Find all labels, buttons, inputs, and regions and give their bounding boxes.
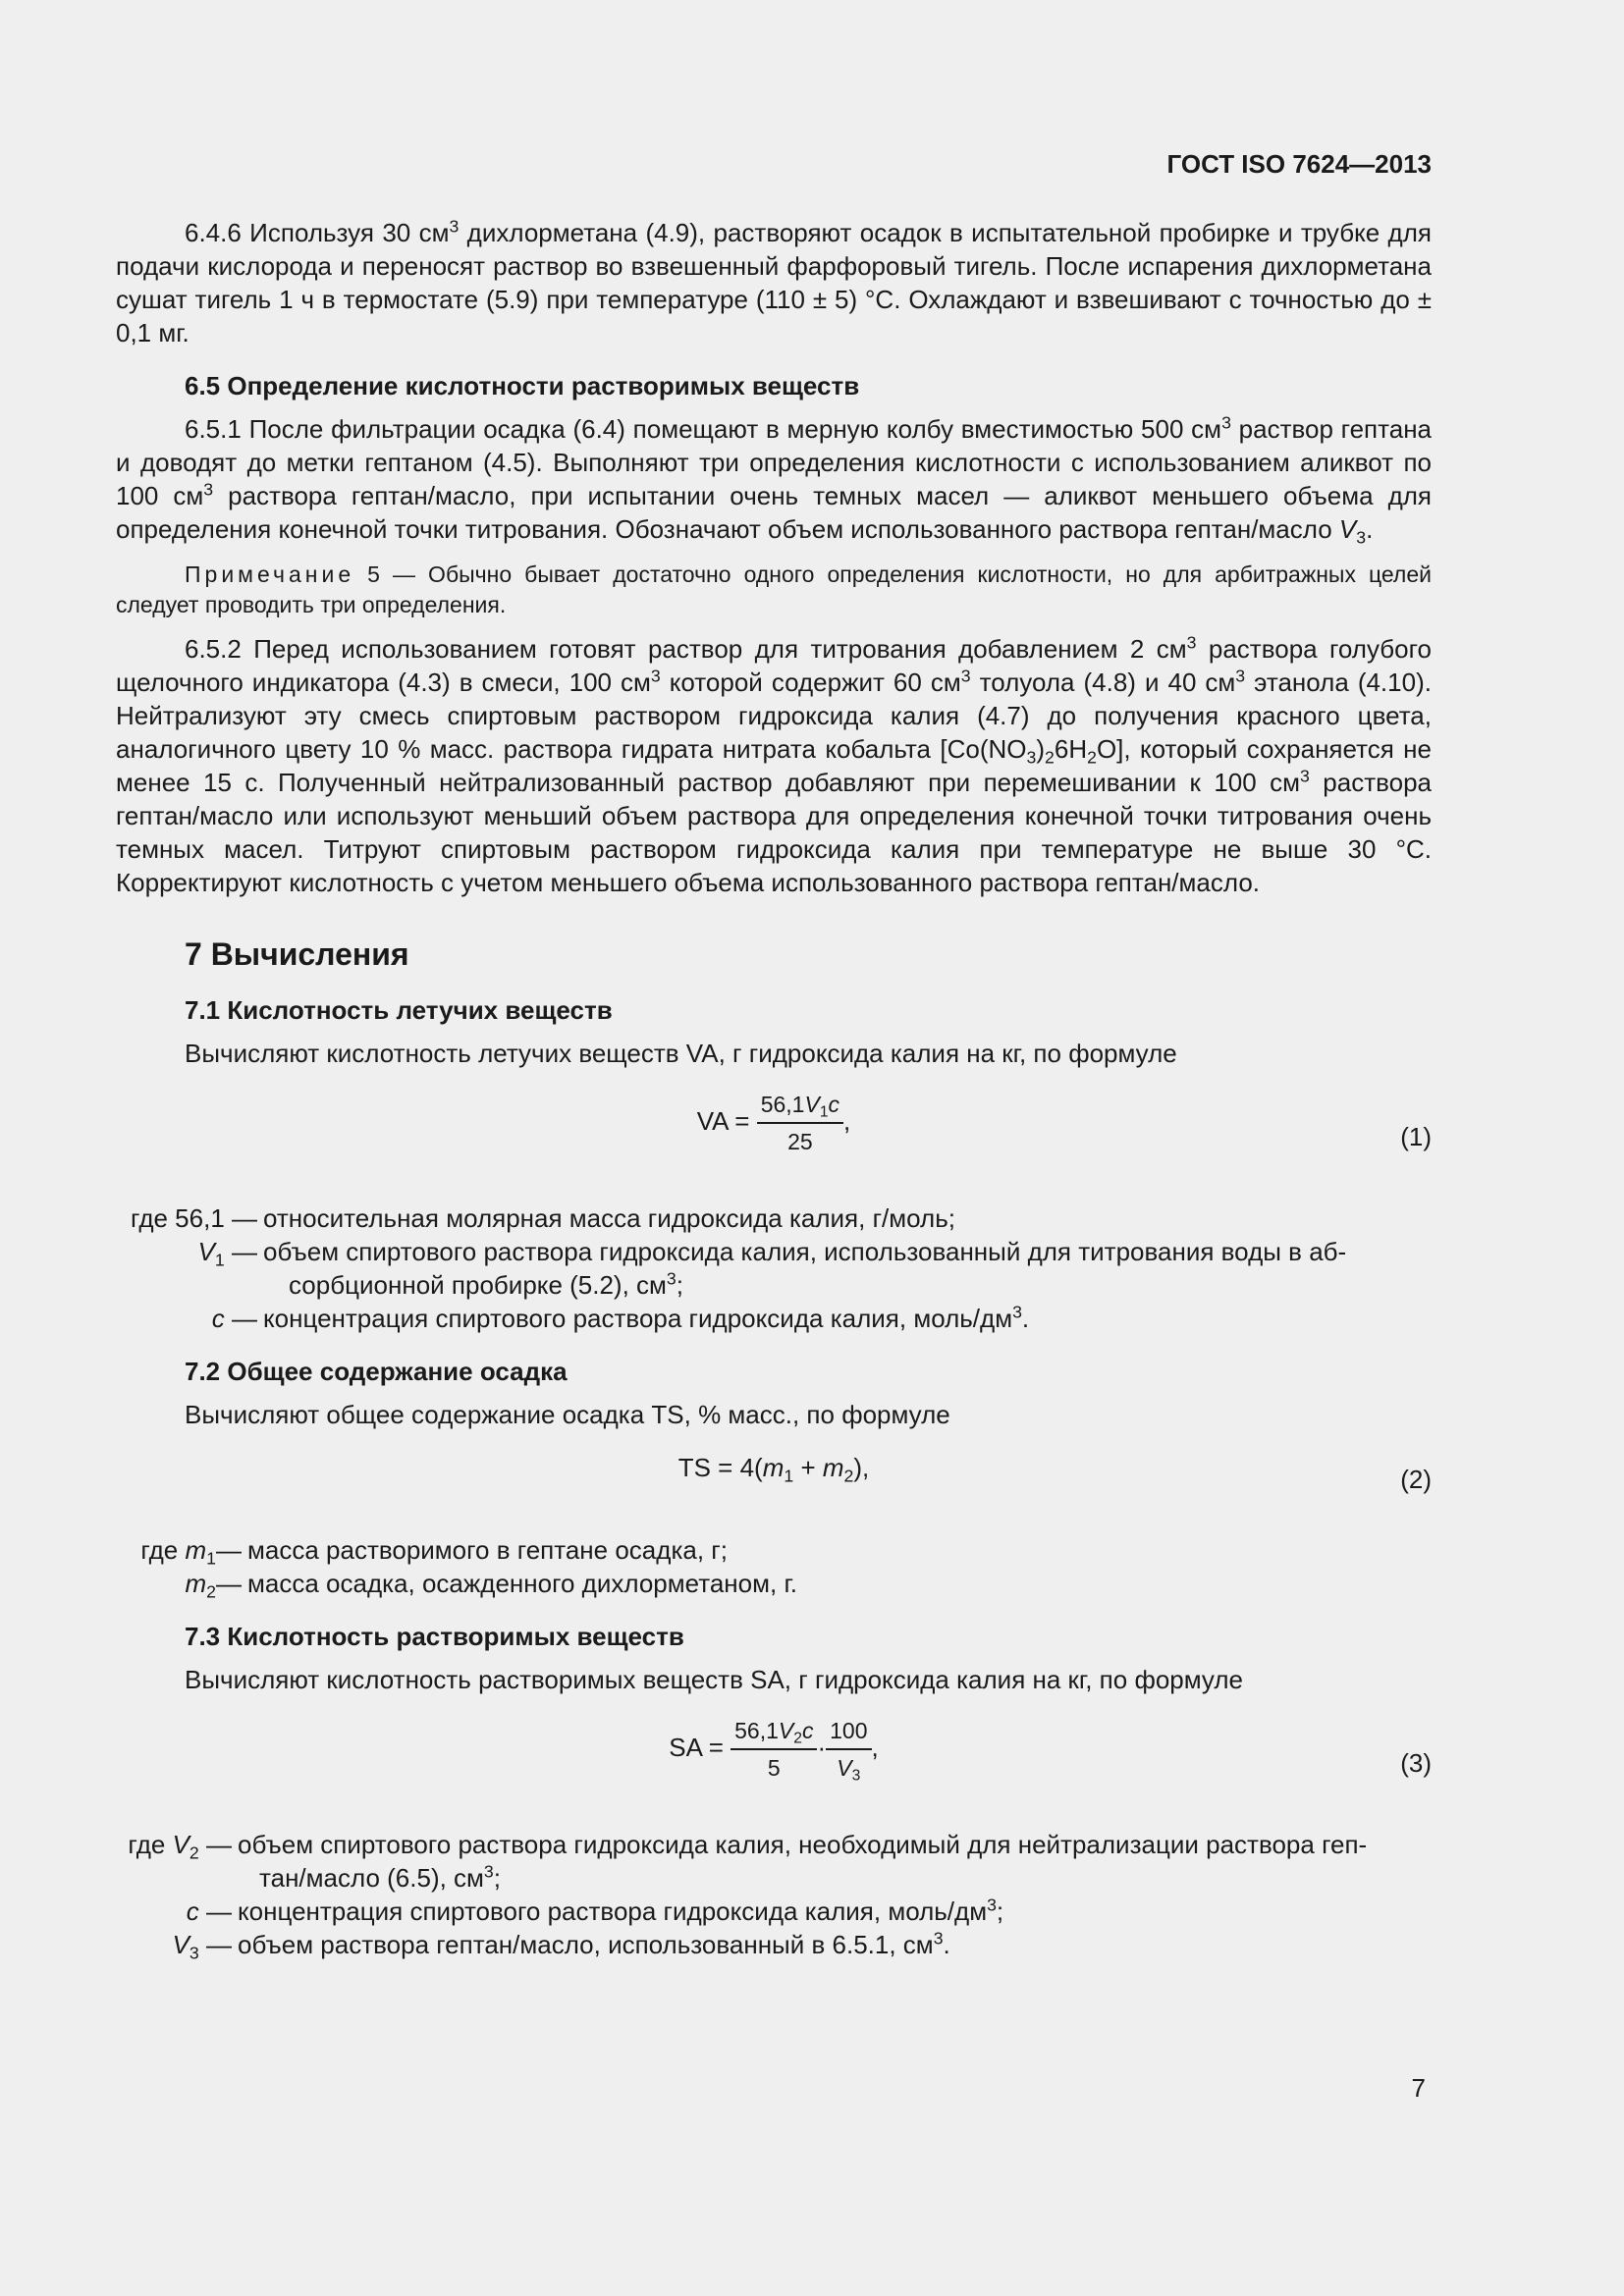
- formula-2-legend: [116, 1533, 1432, 1600]
- formula-3-legend: [116, 1828, 1432, 1961]
- paragraph-6-5-2: 6.5.2 Перед использованием готовят раствор для титрования добавлением 2 $см^3$ раствора голубого щелочного индикатора (4.3) в смеси, 100 $см^3$ которой содержит 60 $см^3$ толуола (4.8) и 40 $см^3$ этанола (4.10). Нейтрализуют эту смесь спиртовым раствором гидроксида калия (4.7) до получения красного цвета, аналогичного цвету 10 % масс. раствора гидрата нитрата кобальта $[Co(NO_3)_26H_2O]$, который сохраняется не менее 15 с. Полученный нейтрализованный раствор добавляют при перемешивании к 100 $см^3$ раствора гептан/масло или используют меньший объем раствора для определения конечной точки титрования очень темных масел. Титруют спиртовым раствором гидроксида калия при температуре не выше 30 °С. Корректируют кислотность с учетом меньшего объема использованного раствора гептан/масло.: [116, 632, 1432, 897]
- legend-item: где 56,1 — относительная молярная масса гидроксида калия, г/моль;: [131, 1203, 955, 1233]
- formula-2: TS = $4(m_1 + m_2)$, (2): [677, 1453, 1432, 1494]
- paragraph-6-4-6: 6.4.6 Используя 30 $см^3$ дихлорметана (4.9), растворяют осадок в испытательной пробирке и трубке для подачи кислорода и переносят раствор во взвешенный фарфоровый тигель. После испарения дихлорметана сушат тигель 1 ч в термостате (5.9) при температуре (110 ± 5) °С. Охлаждают и взвешивают с точностью до ± 0,1 мг.: [116, 216, 1432, 347]
- formula-1-lhs: VA =: [696, 1105, 750, 1136]
- formula-1-number: (1): [1400, 1122, 1432, 1151]
- section-7-2-lead: Вычисляют общее содержание осадка TS, % масс., по формуле: [185, 1400, 950, 1429]
- legend-item: $V_3$ — объем раствора гептан/масло, использованный в 6.5.1, $см^3$.: [172, 1928, 950, 1963]
- section-6-5-title: 6.5 Определение кислотности растворимых веществ: [185, 371, 860, 400]
- note-5: Примечание 5 — Обычно бывает достаточно одного определения кислотности, но для арбитражных целей следует проводить три определения.: [116, 561, 1432, 617]
- document-page: [116, 0, 1432, 2296]
- formula-3: SA = $\frac{56,1V_2c}{5}$ · $\frac{100}{V_3}$ , (3): [669, 1718, 1432, 1785]
- formula-1: VA = $\frac{56,1V_1c}{25}$ , (1): [696, 1092, 1432, 1154]
- paragraph-6-5-1: 6.5.1 После фильтрации осадка (6.4) помещают в мерную колбу вместимостью 500 $см^3$ раствор гептана и доводят до метки гептаном (4.5). Выполняют три определения кислотности с использованием аликвот по 100 $см^3$ раствора гептан/масло, при испытании очень темных масел — аликвот меньшего объема для определения конечной точки титрования. Обозначают объем использованного раствора гептан/масло $V_3$.: [116, 412, 1433, 548]
- section-7-title: 7 Вычисления: [185, 936, 409, 972]
- formula-3-fraction-1: $\frac{56,1V_2c}{5}$: [731, 1716, 817, 1783]
- formula-1-fraction: $\frac{56,1V_1c}{25}$: [757, 1090, 843, 1156]
- page-number: 7: [1411, 2073, 1426, 2103]
- section-7-3-title: 7.3 Кислотность растворимых веществ: [185, 1622, 684, 1651]
- section-7-1-lead: Вычисляют кислотность летучих веществ VA, г гидроксида калия на кг, по формуле: [185, 1039, 1177, 1068]
- legend-item: где $m_1—$ масса растворимого в гептане осадка, г;: [140, 1535, 728, 1569]
- page-content: [116, 216, 1432, 1977]
- formula-2-number: (2): [1400, 1465, 1432, 1494]
- formula-1-legend: [116, 1201, 1432, 1335]
- formula-3-number: (3): [1400, 1748, 1432, 1778]
- formula-3-fraction-2: $\frac{100}{V_3}$: [826, 1716, 871, 1783]
- legend-item: c — концентрация спиртового раствора гидроксида калия, моль/$дм^3$;: [186, 1895, 1004, 1926]
- legend-item: c — концентрация спиртового раствора гидроксида калия, моль/$дм^3$.: [211, 1302, 1030, 1333]
- legend-item: $m_2—$ масса осадка, осажденного дихлорметаном, г.: [185, 1569, 797, 1602]
- legend-item: $V_1$ — объем спиртового раствора гидроксида калия, использованный для титрования воды в аб- сорбционной пробирке (5.2), $см^3$;: [197, 1237, 1347, 1300]
- section-7-2-title: 7.2 Общее содержание осадка: [185, 1357, 568, 1386]
- standard-designation: ГОСТ ISO 7624—2013: [1166, 149, 1432, 179]
- section-7-3-lead: Вычисляют кислотность растворимых веществ SA, г гидроксида калия на кг, по формуле: [185, 1665, 1243, 1694]
- section-7-1-title: 7.1 Кислотность летучих веществ: [185, 995, 613, 1025]
- legend-item: где $V_2$ — объем спиртового раствора гидроксида калия, необходимый для нейтрализации раствора геп- тан/масло (6.5), $см^3$;: [128, 1830, 1368, 1893]
